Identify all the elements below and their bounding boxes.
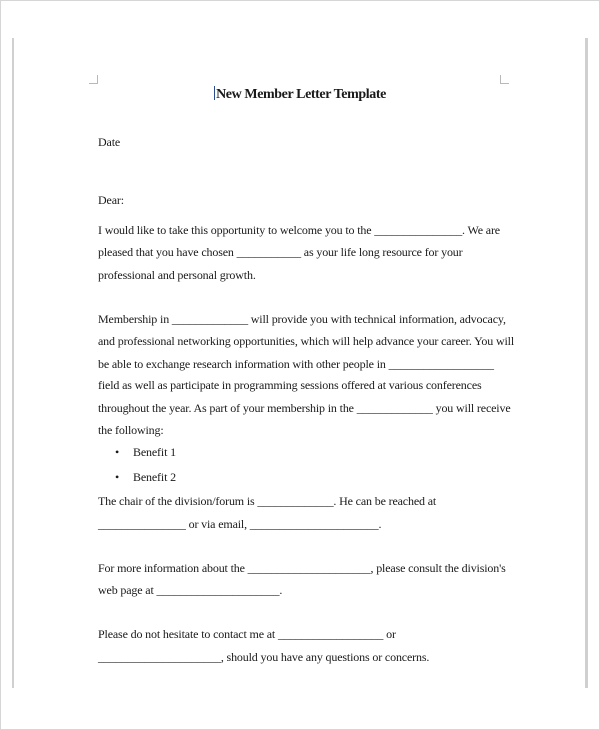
paragraph1-line: I would like to take this opportunity to welcome you to the _______________. We are <box>98 223 500 237</box>
paragraph2-line: the following: <box>98 423 164 437</box>
benefit-item: Benefit 2 <box>133 470 176 484</box>
paragraph2-line: throughout the year. As part of your membership in the _____________ you will receive <box>98 401 511 415</box>
document-title: New Member Letter Template <box>216 87 386 102</box>
paragraph3-line: The chair of the division/forum is _____________. He can be reached at <box>98 494 437 508</box>
paragraph4-line: For more information about the _____________________, please consult the division's <box>98 561 506 575</box>
paragraph2-line: be able to exchange research information with other people in __________________ <box>98 357 494 371</box>
bullet-icon: • <box>115 445 120 459</box>
bullet-icon: • <box>115 470 120 484</box>
benefit-item: Benefit 1 <box>133 445 176 459</box>
date-label: Date <box>98 135 121 149</box>
paragraph5-line: _____________________, should you have any questions or concerns. <box>98 650 430 664</box>
paragraph4-line: web page at _____________________. <box>98 583 283 597</box>
page-edge-left <box>12 38 14 688</box>
paragraph1-line: professional and personal growth. <box>98 268 256 282</box>
paragraph2-line: field as well as participate in programming sessions offered at various conferences <box>98 378 482 392</box>
text-cursor <box>214 86 215 100</box>
paragraph5-line: Please do not hesitate to contact me at __________________ or <box>98 627 396 641</box>
paragraph2-line: Membership in _____________ will provide you with technical information, advocacy, <box>98 312 506 326</box>
salutation: Dear: <box>98 193 124 207</box>
margin-marker-left <box>89 75 98 84</box>
page-edge-right <box>585 38 588 688</box>
paragraph1-line: pleased that you have chosen ___________ as your life long resource for your <box>98 245 463 259</box>
paragraph2-line: and professional networking opportunities, which will help advance your career. You will <box>98 334 515 348</box>
document-title-line[interactable] <box>0 86 600 103</box>
margin-marker-right <box>500 75 509 84</box>
paragraph3-line: _______________ or via email, ______________________. <box>98 517 382 531</box>
